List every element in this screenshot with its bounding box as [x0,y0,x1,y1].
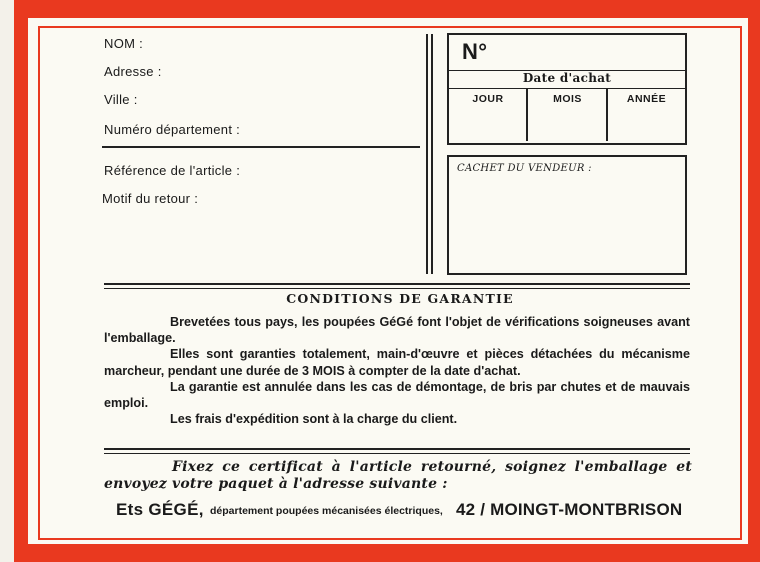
conditions-rule-top-1 [104,283,690,285]
conditions-title: CONDITIONS DE GARANTIE [286,291,514,306]
purchase-box-rule-2 [449,88,685,89]
field-motif: Motif du retour : [102,191,199,206]
field-ville: Ville : [104,92,138,107]
vertical-divider-left [426,34,428,274]
company-address: 42 / MOINGT-MONTBRISON [456,500,683,519]
jour-label: JOUR [472,93,504,105]
cachet-label: CACHET DU VENDEUR : [457,163,592,174]
form-divider [102,146,420,148]
annee-label: ANNÉE [626,93,667,105]
conditions-rule-top-2 [104,288,690,289]
vertical-divider-right [431,34,433,274]
field-nom: NOM : [104,36,144,51]
footer-instruction: Fixez ce certificat à l'article retourné, soignez l'emballage et envoyez votre paquet à l'adresse suivante : [104,459,692,492]
company-name: Ets GÉGÉ, [116,500,204,519]
field-reference: Référence de l'article : [104,163,241,178]
jour-mois-divider [526,89,528,141]
company-department: département poupées mécanisées électriques, [210,505,443,517]
conditions-rule-bottom-1 [104,448,690,450]
condition-paragraph-1: Brevetées tous pays, les poupées GéGé font l'objet de vérifications soigneuses avant l'emballage. [104,315,690,346]
field-adresse: Adresse : [104,64,162,79]
condition-paragraph-3: La garantie est annulée dans les cas de démontage, de bris par chutes et de mauvais emploi. [104,379,690,411]
mois-annee-divider [606,89,608,141]
paper-edge [0,0,14,562]
mois-label: MOIS [553,93,582,105]
condition-paragraph-2: Elles sont garanties totalement, main-d'œuvre et pièces détachées du mécanisme marcheur, pendant une durée de 3 MOIS à compter de la date d'achat. [104,347,690,378]
conditions-text [104,314,690,427]
number-label: N° [462,39,488,64]
date-achat-label: Date d'achat [522,71,612,85]
field-departement: Numéro département : [104,122,241,137]
conditions-rule-bottom-2 [104,453,690,454]
condition-paragraph-4: Les frais d'expédition sont à la charge du client. [170,412,458,427]
